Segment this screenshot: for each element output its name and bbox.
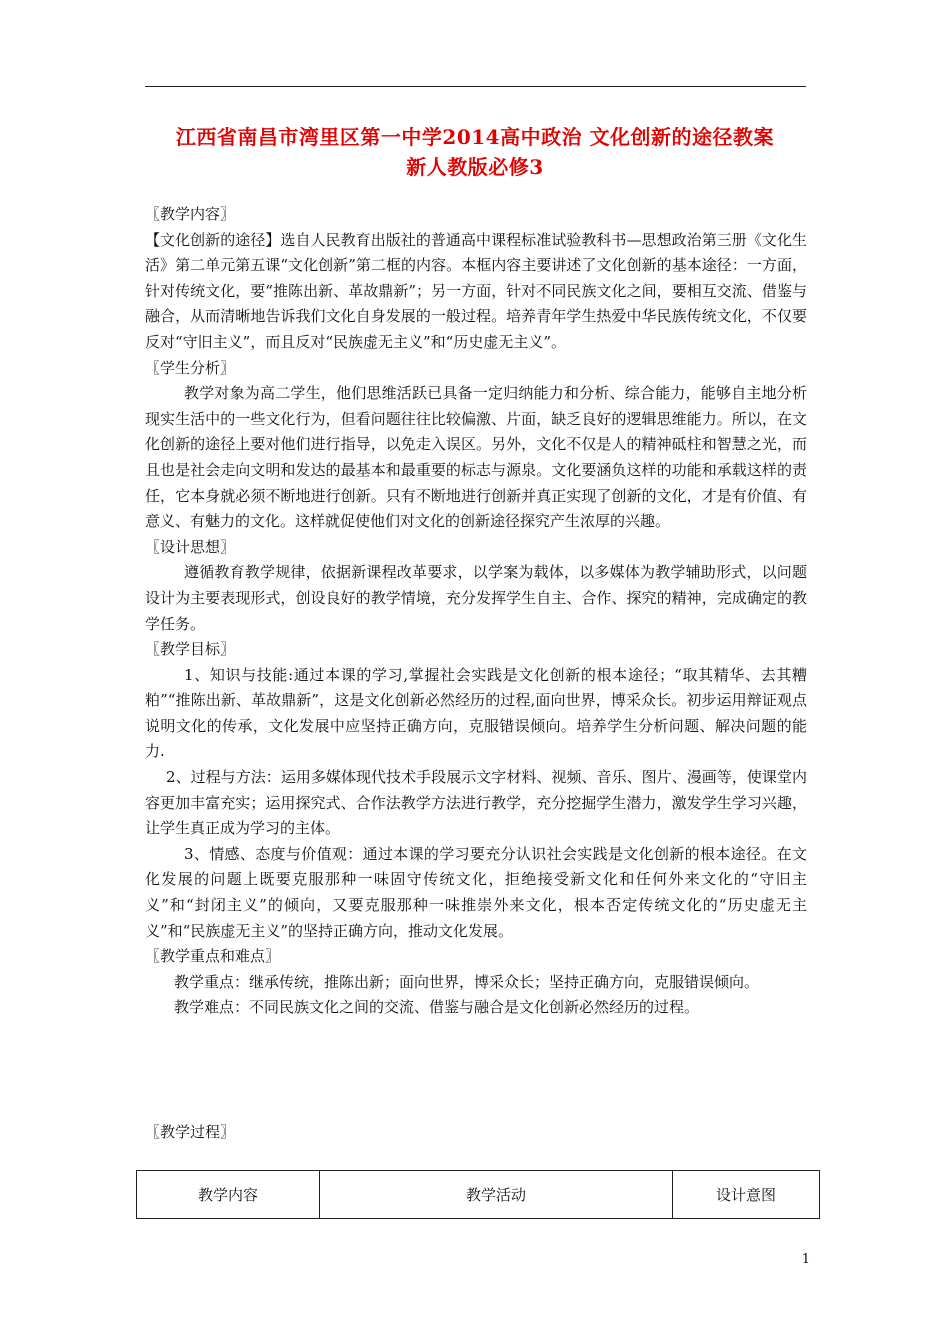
table-header-content: 教学内容 — [137, 1171, 320, 1219]
document-title-line-2: 新人教版必修3 — [406, 155, 544, 179]
section-heading-process: 〖教学过程〗 — [145, 1123, 236, 1141]
student-paragraph: 教学对象为高二学生，他们思维活跃已具备一定归纳能力和分析、综合能力，能够自主地分析现实生活中的一些文化行为，但看问题往往比较偏激、片面，缺乏良好的逻辑思维能力。所以，在文化创新的途径上要对他们进行指导，以免走入误区。另外，文化不仅是人的精神砥柱和智慧之光，而且也是社会走向文明和发达的最基本和最重要的标志与源泉。文化要涵负这样的功能和承载这样的责任，它本身就必须不断地进行创新。只有不断地进行创新并真正实现了创新的文化，才是有价值、有意义、有魅力的文化。这样就促使他们对文化的创新途径探究产生浓厚的兴趣。 — [145, 384, 807, 531]
document-title-line-1: 江西省南昌市湾里区第一中学2014高中政治 文化创新的途径教案 — [175, 125, 775, 149]
header-rule — [145, 86, 806, 87]
goal-1-paragraph: 1、知识与技能:通过本课的学习,掌握社会实践是文化创新的根本途径；“取其精华、去其糟粕”“推陈出新、革故鼎新”，这是文化创新必然经历的过程,面向世界，博采众长。初步运用辩证观点说明文化的传承，文化发展中应坚持正确方向，克服错误倾向。培养学生分析问题、解决问题的能力. — [145, 665, 807, 761]
section-heading-goals: 〖教学目标〗 — [145, 640, 236, 659]
section-heading-key-points: 〖教学重点和难点〗 — [145, 947, 281, 966]
goal-3-paragraph: 3、情感、态度与价值观：通过本课的学习要充分认识社会实践是文化创新的根本途径。在文化发展的问题上既要克服那种一味固守传统文化，拒绝接受新文化和任何外来文化的“守旧主义”和“封闭主义”的倾向，又要克服那种一味推崇外来文化，根本否定传统文化的“历史虚无主义”和“民族虚无主义”的坚持正确方向，推动文化发展。 — [145, 844, 807, 940]
section-heading-design: 〖设计思想〗 — [145, 537, 236, 556]
teaching-process-table — [136, 1170, 820, 1219]
difficulty-paragraph: 教学难点：不同民族文化之间的交流、借鉴与融合是文化创新必然经历的过程。 — [174, 998, 700, 1017]
section-heading-content: 〖教学内容〗 — [145, 205, 236, 223]
page-number: 1 — [801, 1252, 810, 1267]
table-header-row — [137, 1171, 820, 1219]
document-body — [145, 202, 807, 1021]
section-heading-student: 〖学生分析〗 — [145, 358, 236, 377]
table-header-activity: 教学活动 — [320, 1171, 673, 1219]
key-point-paragraph: 教学重点：继承传统，推陈出新；面向世界，博采众长；坚持正确方向，克服错误倾向。 — [174, 972, 760, 991]
goal-2-paragraph: 2、过程与方法：运用多媒体现代技术手段展示文字材料、视频、音乐、图片、漫画等，使课堂内容更加丰富充实；运用探究式、合作法教学方法进行教学，充分挖掘学生潜力，激发学生学习兴趣，让学生真正成为学习的主体。 — [145, 768, 807, 838]
table-header-intent: 设计意图 — [673, 1171, 820, 1219]
design-paragraph: 遵循教育教学规律，依据新课程改革要求，以学案为载体，以多媒体为教学辅助形式，以问题设计为主要表现形式，创设良好的教学情境，充分发挥学生自主、合作、探究的精神，完成确定的教学任务。 — [145, 563, 807, 633]
content-paragraph: 【文化创新的途径】选自人民教育出版社的普通高中课程标准试验教科书—思想政治第三册《文化生活》第二单元第五课“文化创新”第二框的内容。本框内容主要讲述了文化创新的基本途径：一方面，针对传统文化，要“推陈出新、革故鼎新”；另一方面，针对不同民族文化之间，要相互交流、借鉴与融合，从而清晰地告诉我们文化自身发展的一般过程。培养青年学生热爱中华民族传统文化，不仅要反对“守旧主义”，而且反对“民族虚无主义”和“历史虚无主义”。 — [145, 230, 807, 351]
